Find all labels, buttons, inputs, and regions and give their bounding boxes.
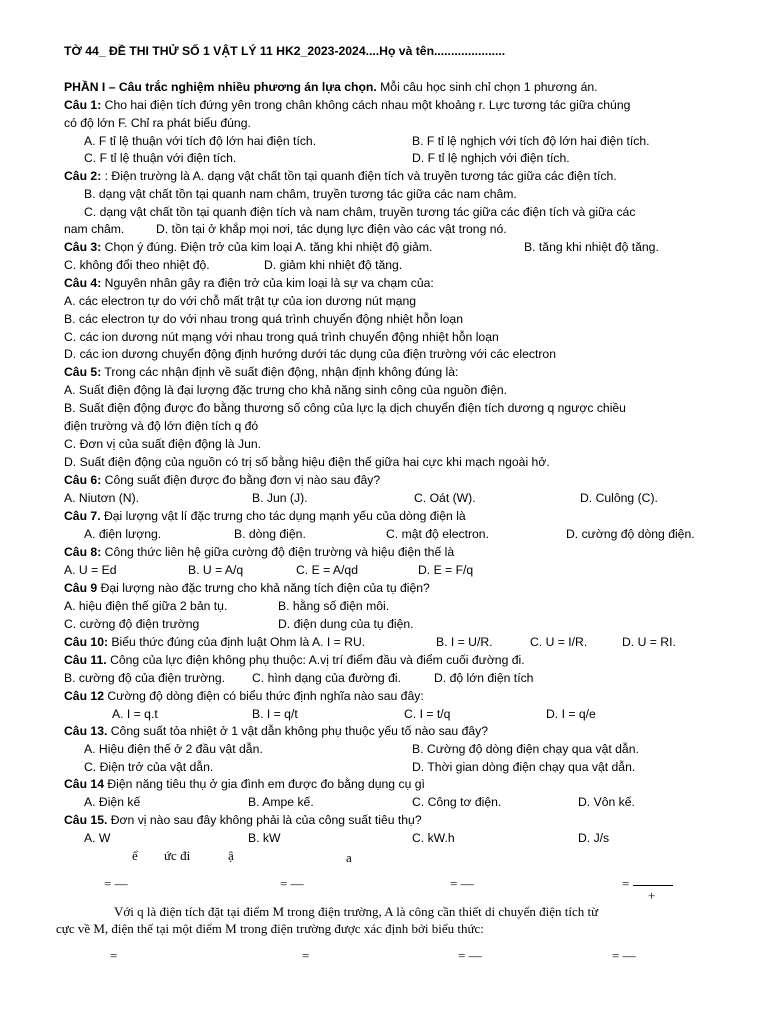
option-c: C. Điện trở của vật dẫn. — [84, 760, 214, 774]
question-16-text: Với q là điện tích đặt tại điểm M trong điện trường, A là công cần thiết di chuyển điện tích từ — [114, 904, 599, 919]
question-label: Câu 6: — [64, 473, 102, 487]
equation-fragment: = — — [458, 948, 482, 963]
text-fragment: a — [346, 850, 352, 865]
question-label: Câu 5: — [64, 365, 102, 379]
option-a: A. Điện kế — [84, 795, 141, 809]
question-text: Biểu thức đúng của định luật Ohm là A. I = RU. — [111, 635, 366, 649]
question-15 — [64, 813, 422, 828]
option-d: D. Thời gian dòng điện chạy qua vật dẫn. — [412, 760, 636, 774]
question-6 — [64, 473, 380, 488]
option-b-cont: điện trường và độ lớn điện tích q đó — [64, 419, 259, 433]
question-label: Câu 13. — [64, 724, 108, 738]
option-b: B. các electron tự do với nhau trong quá trình chuyển động nhiệt hỗn loạn — [64, 312, 463, 326]
equation-fragment: = — — [280, 876, 304, 891]
question-12 — [64, 689, 424, 704]
option-b: B. cường độ của điện trường. — [64, 671, 226, 685]
question-text: Nguyên nhân gây ra điện trở của kim loại là sự va chạm của: — [104, 276, 434, 290]
option-d: D. I = q/e — [546, 707, 596, 721]
option-d: D. Suất điện động của nguồn có trị số bằng hiệu điện thế giữa hai cực khi mạch ngoài hở. — [64, 455, 550, 469]
section-instruction: Mỗi câu học sinh chỉ chọn 1 phương án. — [380, 80, 598, 94]
text-fragment: ức đi — [164, 848, 191, 863]
option-b: B. I = U/R. — [436, 635, 493, 649]
question-9 — [64, 581, 430, 596]
option-d: D. độ lớn điện tích — [434, 671, 534, 685]
question-text: Công suất tỏa nhiệt ở 1 vật dẫn không phụ thuộc yếu tố nào sau đây? — [110, 724, 489, 738]
section-label: PHẦN I – Câu trắc nghiệm nhiều phương án lựa chọn. — [64, 80, 377, 94]
option-b: B. I = q/t — [252, 707, 298, 721]
question-text: Chọn ý đúng. Điện trở của kim loại A. tăng khi nhiệt độ giảm. — [104, 240, 433, 254]
option-a: A. Hiệu điện thế ở 2 đầu vật dẫn. — [84, 742, 263, 756]
option-c: C. U = I/R. — [530, 635, 588, 649]
option-c: C. mật độ electron. — [386, 527, 489, 541]
option-b: B. U = A/q — [188, 563, 244, 577]
text-fragment: ậ — [228, 848, 234, 863]
option-a: A. Suất điện động là đại lượng đặc trưng cho khả năng sinh công của nguồn điện. — [64, 383, 508, 397]
question-4 — [64, 276, 434, 291]
option-c: C. không đổi theo nhiệt độ. — [64, 258, 210, 272]
fraction-bar — [633, 885, 673, 886]
question-11 — [64, 653, 525, 668]
question-label: Câu 9 — [64, 581, 98, 595]
option-b: B. dòng điện. — [234, 527, 306, 541]
option-a: A. W — [84, 831, 111, 845]
option-c-cont: nam châm. — [64, 222, 125, 236]
option-b: B. kW — [248, 831, 281, 845]
option-d: D. J/s — [578, 831, 610, 845]
option-c: C. cường độ điện trường — [64, 617, 200, 631]
option-c: C. dạng vật chất tồn tại quanh điện tích và nam châm, truyền tương tác giữa các điện tích và giữa các — [84, 205, 636, 219]
question-label: Câu 10: — [64, 635, 109, 649]
question-16-text-cont: cực về M, điện thế tại một điểm M trong điện trường được xác định bởi biểu thức: — [56, 921, 484, 936]
option-a: A. U = Ed — [64, 563, 117, 577]
question-text: : Điện trường là A. dạng vật chất tồn tại quanh điện tích và truyền tương tác giữa các điện tích. — [104, 169, 617, 183]
option-c: C. F tỉ lệ thuận với điện tích. — [84, 151, 237, 165]
question-label: Câu 1: — [64, 98, 102, 112]
question-label: Câu 12 — [64, 689, 104, 703]
option-c: C. các ion dương nút mạng với nhau trong quá trình chuyển động nhiệt hỗn loạn — [64, 330, 499, 344]
question-7 — [64, 509, 466, 524]
question-10 — [64, 635, 365, 650]
option-b: B. tăng khi nhiệt độ tăng. — [524, 240, 659, 254]
option-d: D. các ion dương chuyển động định hướng dưới tác dụng của điện trường với các electron — [64, 347, 556, 361]
section-heading — [64, 80, 598, 95]
question-text: Điện năng tiêu thụ ở gia đình em được đo bằng dụng cụ gì — [107, 777, 425, 791]
question-text-cont: có độ lớn F. Chỉ ra phát biểu đúng. — [64, 116, 251, 130]
equation-fragment: = — [302, 948, 310, 963]
option-b: B. Jun (J). — [252, 491, 308, 505]
option-a: A. I = q.t — [112, 707, 158, 721]
question-text: Cho hai điện tích đứng yên trong chân không cách nhau một khoảng r. Lực tương tác giữa chúng — [104, 98, 631, 112]
option-b: B. hằng số điện môi. — [278, 599, 390, 613]
option-b: B. Cường độ dòng điện chạy qua vật dẫn. — [412, 742, 639, 756]
option-c: C. Oát (W). — [414, 491, 476, 505]
question-3 — [64, 240, 432, 255]
option-b: B. Ampe kế. — [248, 795, 314, 809]
option-d: D. E = F/q — [418, 563, 474, 577]
option-c: C. hình dạng của đường đi. — [252, 671, 401, 685]
equation-fragment: = — — [450, 876, 474, 891]
question-13 — [64, 724, 488, 739]
question-label: Câu 11. — [64, 653, 107, 667]
question-label: Câu 7. — [64, 509, 101, 523]
question-1 — [64, 98, 630, 113]
question-text: Đơn vị nào sau đây không phải là của công suất tiêu thụ? — [110, 813, 422, 827]
option-c: C. Đơn vị của suất điện động là Jun. — [64, 437, 262, 451]
option-a: A. điện lượng. — [84, 527, 162, 541]
option-b: B. Suất điện động được đo bằng thương số công của lực lạ dịch chuyển điện tích dương q ngược chiều — [64, 401, 626, 415]
option-a: A. Niutơn (N). — [64, 491, 140, 505]
option-c: C. Công tơ điện. — [412, 795, 502, 809]
option-c: C. I = t/q — [404, 707, 451, 721]
question-text: Trong các nhận định về suất điện động, nhận định không đúng là: — [104, 365, 459, 379]
question-label: Câu 15. — [64, 813, 108, 827]
option-d: D. giảm khi nhiệt độ tăng. — [264, 258, 403, 272]
question-text: Công suất điện được đo bằng đơn vị nào sau đây? — [104, 473, 381, 487]
question-text: Cường độ dòng điện có biểu thức định nghĩa nào sau đây: — [107, 689, 424, 703]
equation-fragment: = — — [104, 876, 128, 891]
option-a: A. các electron tự do với chỗ mất trật tự của ion dương nút mạng — [64, 294, 417, 308]
question-label: Câu 8: — [64, 545, 102, 559]
question-label: Câu 4: — [64, 276, 102, 290]
fraction — [633, 885, 673, 886]
option-d: D. Culông (C). — [580, 491, 658, 505]
option-c: C. kW.h — [412, 831, 455, 845]
question-label: Câu 3: — [64, 240, 102, 254]
question-14 — [64, 777, 425, 792]
option-d: D. cường độ dòng điện. — [566, 527, 695, 541]
plus-sign: + — [648, 888, 656, 903]
question-2 — [64, 169, 617, 184]
question-text: Công thức liên hệ giữa cường độ điện trường và hiệu điện thế là — [104, 545, 455, 559]
text-fragment: ể — [132, 848, 138, 863]
equation-fragment: = — — [612, 948, 636, 963]
question-5 — [64, 365, 458, 380]
option-a: A. hiệu điện thế giữa 2 bản tụ. — [64, 599, 228, 613]
question-label: Câu 14 — [64, 777, 104, 791]
question-text: Đại lượng nào đặc trưng cho khả năng tích điện của tụ điện? — [100, 581, 430, 595]
option-d: D. F tỉ lệ nghịch với điện tích. — [412, 151, 570, 165]
question-text: Công của lực điện không phụ thuộc: A.vị trí điểm đầu và điểm cuối đường đi. — [110, 653, 525, 667]
question-label: Câu 2: — [64, 169, 102, 183]
option-b: B. F tỉ lệ nghịch với tích độ lớn hai điện tích. — [412, 134, 650, 148]
option-d: D. điện dung của tụ điện. — [278, 617, 414, 631]
equals-sign: = — [622, 876, 630, 891]
option-d: D. U = RI. — [622, 635, 676, 649]
option-b: B. dạng vật chất tồn tại quanh nam châm, truyền tương tác giữa các nam châm. — [84, 187, 517, 201]
option-d: D. tồn tại ở khắp mọi nơi, tác dụng lực điện vào các vật trong nó. — [156, 222, 507, 236]
equation-fragment: = — [110, 948, 118, 963]
question-text: Đại lượng vật lí đặc trưng cho tác dụng mạnh yếu của dòng điện là — [103, 509, 466, 523]
option-a: A. F tỉ lệ thuận với tích độ lớn hai điện tích. — [84, 134, 317, 148]
question-8 — [64, 545, 454, 560]
option-c: C. E = A/qd — [296, 563, 358, 577]
option-d: D. Vôn kế. — [578, 795, 635, 809]
exam-title: TỜ 44_ ĐỀ THI THỬ SỐ 1 VẬT LÝ 11 HK2_2023-2024....Họ và tên..................... — [64, 44, 506, 58]
